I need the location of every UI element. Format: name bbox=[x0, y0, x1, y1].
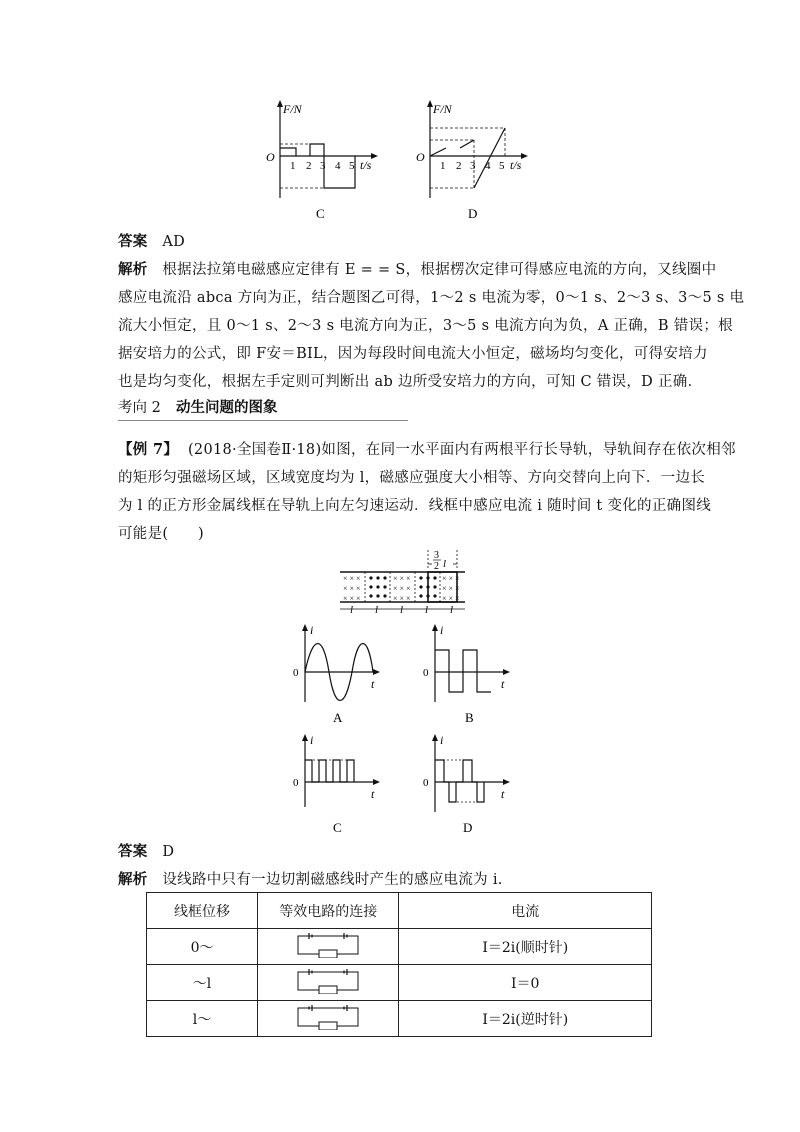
d-tick-3: 3 bbox=[470, 160, 476, 172]
answer-analysis-block-1 bbox=[118, 228, 745, 396]
analysis2-line bbox=[118, 866, 688, 894]
example-text-1: (2018·全国卷Ⅱ·18)如图，在同一水平面内有两根平行长导轨，导轨间存在依次相邻 bbox=[187, 442, 736, 458]
d-tick-2: 2 bbox=[456, 160, 462, 172]
c-tick-2: 2 bbox=[306, 160, 312, 172]
circuit-diagram-icon bbox=[293, 1004, 363, 1030]
option-d-graph bbox=[423, 733, 510, 835]
analysis-label: 解析 bbox=[118, 261, 148, 278]
c-opt-xlabel: t bbox=[371, 787, 375, 801]
d-opt-caption: D bbox=[463, 820, 473, 835]
d-origin: O bbox=[416, 150, 425, 164]
svg-text:× × ×: × × × bbox=[343, 584, 361, 593]
width-variable: l bbox=[443, 558, 447, 570]
c-opt-ylabel: i bbox=[310, 733, 314, 747]
b-origin: 0 bbox=[423, 667, 429, 679]
seg-label-4: l bbox=[425, 604, 429, 616]
analysis-line-3: 流大小恒定，且 0～1 s、2～3 s 电流方向为正，3～5 s 电流方向为负，A 正确，B 错误；根 bbox=[118, 318, 733, 334]
circuit-diagram-icon bbox=[293, 968, 363, 994]
seg-label-5: l bbox=[450, 604, 454, 616]
answer-value: AD bbox=[162, 234, 186, 250]
option-a-graph bbox=[293, 623, 380, 725]
answer-line-1 bbox=[118, 228, 688, 256]
section-title: 动生问题的图象 bbox=[176, 399, 278, 416]
c-tick-3: 3 bbox=[320, 160, 326, 172]
analysis-line-4: 据安培力的公式，即 F安＝BIL，因为每段时间电流大小恒定，磁场均匀变化，可得安培力 bbox=[118, 346, 708, 362]
d-opt-origin: 0 bbox=[423, 777, 429, 789]
row3-circuit bbox=[258, 1001, 399, 1037]
example-line-2: 的矩形匀强磁场区域，区域宽度均为 l，磁感应强度大小相等、方向交替向上向下．一边长 bbox=[118, 470, 706, 486]
d-tick-5: 5 bbox=[499, 160, 505, 172]
d-xlabel: t/s bbox=[510, 158, 522, 172]
svg-text:× × ×: × × × bbox=[343, 594, 361, 603]
example-7-block bbox=[118, 436, 736, 548]
example-line-3: 为 l 的正方形金属线框在导轨上向左匀速运动．线框中感应电流 i 随时间 t 变化的正确图线 bbox=[118, 498, 712, 514]
row1-circuit bbox=[258, 929, 399, 965]
header-displacement: 线框位移 bbox=[147, 893, 258, 929]
solution-table bbox=[146, 892, 652, 1037]
c-opt-origin: 0 bbox=[293, 777, 299, 789]
section-heading bbox=[118, 396, 408, 421]
d-tick-4: 4 bbox=[485, 160, 491, 172]
c-origin: O bbox=[266, 150, 275, 164]
svg-text:× × ×: × × × bbox=[343, 574, 361, 583]
svg-text:× × ×: × × × bbox=[442, 594, 460, 603]
a-ylabel: i bbox=[310, 623, 314, 637]
seg-label-2: l bbox=[375, 604, 379, 616]
svg-text:× × ×: × × × bbox=[393, 594, 411, 603]
c-tick-4: 4 bbox=[335, 160, 341, 172]
answer2-label: 答案 bbox=[118, 843, 148, 860]
analysis-text-1: 根据法拉第电磁感应定律有 E = = S，根据楞次定律可得感应电流的方向，又线圈中 bbox=[162, 262, 717, 278]
svg-text:× × ×: × × × bbox=[442, 574, 460, 583]
graph-c bbox=[266, 100, 378, 221]
d-ylabel: F/N bbox=[433, 102, 452, 116]
c-caption: C bbox=[316, 206, 325, 221]
magnetic-field-figure bbox=[335, 548, 470, 616]
example-line-4: 可能是( ) bbox=[118, 526, 204, 542]
b-ylabel: i bbox=[440, 623, 444, 637]
analysis2-text: 设线路中只有一边切割磁感线时产生的感应电流为 i. bbox=[162, 872, 503, 888]
analysis2-label: 解析 bbox=[118, 871, 148, 888]
header-current: 电流 bbox=[399, 893, 652, 929]
b-xlabel: t bbox=[501, 677, 505, 691]
example-tag: 【例 7】 bbox=[118, 441, 179, 458]
circuit-diagram-icon bbox=[293, 932, 363, 958]
row1-current: I＝2i(顺时针) bbox=[399, 929, 652, 965]
row2-circuit bbox=[258, 965, 399, 1001]
width-denominator: 2 bbox=[434, 561, 439, 572]
table-row bbox=[147, 965, 652, 1001]
c-xlabel: t/s bbox=[360, 158, 372, 172]
d-opt-xlabel: t bbox=[501, 787, 505, 801]
table-row bbox=[147, 1001, 652, 1037]
d-caption: D bbox=[468, 206, 478, 221]
answer-analysis-block-2 bbox=[118, 838, 688, 894]
seg-label-3: l bbox=[400, 604, 404, 616]
example-line-1 bbox=[118, 436, 736, 464]
row3-current: I＝2i(逆时针) bbox=[399, 1001, 652, 1037]
row2-current: I＝0 bbox=[399, 965, 652, 1001]
d-tick-1: 1 bbox=[440, 160, 446, 172]
force-graph-C bbox=[260, 98, 540, 228]
c-ylabel: F/N bbox=[283, 102, 302, 116]
row3-displacement: l～ bbox=[147, 1001, 258, 1037]
a-origin: 0 bbox=[293, 667, 299, 679]
seg-label-1: l bbox=[350, 604, 354, 616]
answer-label: 答案 bbox=[118, 233, 148, 250]
answer2-value: D bbox=[162, 844, 175, 860]
graph-d bbox=[416, 100, 528, 221]
c-tick-5: 5 bbox=[349, 160, 355, 172]
row1-displacement: 0～ bbox=[147, 929, 258, 965]
option-graphs-CD bbox=[285, 732, 525, 842]
a-xlabel: t bbox=[371, 677, 375, 691]
b-caption: B bbox=[465, 710, 474, 725]
a-caption: A bbox=[333, 710, 343, 725]
option-b-graph bbox=[423, 623, 510, 725]
analysis-line-1 bbox=[118, 256, 717, 284]
svg-text:× × ×: × × × bbox=[393, 584, 411, 593]
option-c-graph bbox=[293, 733, 380, 835]
d-opt-ylabel: i bbox=[440, 733, 444, 747]
svg-text:× × ×: × × × bbox=[442, 584, 460, 593]
table-header-row bbox=[147, 893, 652, 929]
row2-displacement: ～l bbox=[147, 965, 258, 1001]
svg-text:× × ×: × × × bbox=[393, 574, 411, 583]
table-row bbox=[147, 929, 652, 965]
option-graphs-AB bbox=[285, 622, 525, 732]
c-opt-caption: C bbox=[333, 820, 342, 835]
section-number: 考向 2 bbox=[118, 400, 161, 416]
analysis-line-5: 也是均匀变化，根据左手定则可判断出 ab 边所受安培力的方向，可知 C 错误，D 正确． bbox=[118, 374, 703, 390]
analysis-line-2: 感应电流沿 abca 方向为正，结合题图乙可得，1～2 s 电流为零，0～1 s、2～3 s、3～5 s 电 bbox=[118, 290, 745, 306]
answer-line-2 bbox=[118, 838, 688, 866]
header-circuit: 等效电路的连接 bbox=[258, 893, 399, 929]
width-numerator: 3 bbox=[434, 550, 439, 561]
c-tick-1: 1 bbox=[290, 160, 296, 172]
